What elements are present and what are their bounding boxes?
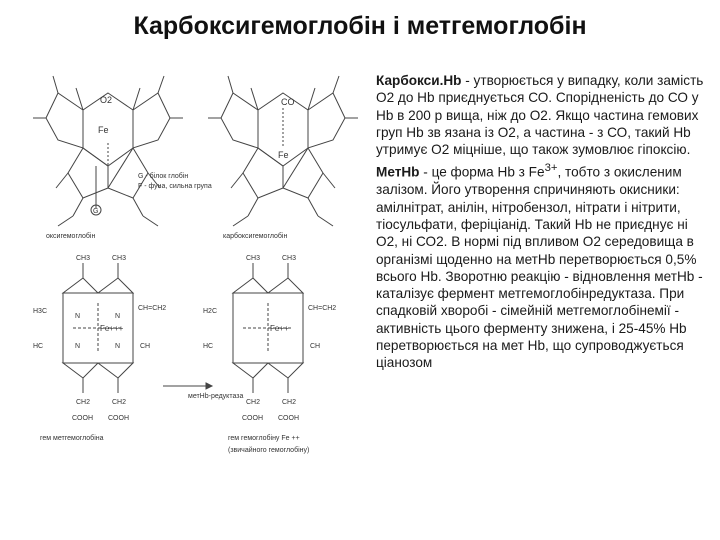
methemoglobin-caption: гем метгемоглобіна (40, 435, 104, 442)
fe-label-co: Fe (278, 150, 289, 160)
legend-group: F - фуна, сильна група (138, 183, 212, 190)
paragraph-methemoglobin (376, 160, 706, 371)
carboxyhemoglobin-caption: карбоксигемоглобін (223, 233, 288, 240)
text-methemoglobin-b: , тобто з окисленим залізом. Його утворення спричиняють окисники: амілнітрат, анілін, нітробензол, нітрати і нітрити, тіосульфати, феріціанід. Такий Hb не приєднує ні О2, ні СО2. В нормі під впливом О2 середовища в організмі щоденно на метHb перетворюється 0,5% всього Hb. Зворотню реакцію - відновлення метHb - каталізує фермент метгемоглобінредуктаза. При спадковій хворобі - сімейній метгемоглобінемії - активність цього ферменту знижена, і 25-45% Hb перетворюється на мет Hb, що супроводжується ціанозом (376, 165, 703, 371)
fe2-label: Fe++ (270, 324, 289, 333)
h2c-label: H2C (203, 308, 218, 315)
vinyl-label-2: CH=CH2 (308, 305, 337, 312)
ch-label-2: CH (310, 343, 321, 350)
hc-label-2: HC (203, 343, 214, 350)
normal-heme-structure (233, 263, 303, 393)
ch2-label-1: CH2 (76, 399, 91, 406)
fe3-label: Fe+++ (100, 324, 124, 333)
fe-label-oxy: Fe (98, 125, 109, 135)
term-methemoglobin: МетHb (376, 165, 420, 181)
ch3-label-4: CH3 (282, 255, 297, 262)
text-carboxyhemoglobin: - утворюється у випадку, коли замість О2 до Hb приєднується СО. Спорідненість до СО у Hb в 200 р вища, ніж до О2. Якщо частина гемових груп Hb зв язана із О2, а частина - з СО, такий Hb утримує О2 міцніше, що також зумовлює гіпоксію. (376, 73, 704, 158)
oxygen-label: O2 (100, 95, 113, 105)
reduction-arrow (163, 383, 212, 389)
cooh-label-3: COOH (242, 415, 263, 422)
cooh-label-1: COOH (72, 415, 93, 422)
ch3-label-2: CH3 (112, 255, 127, 262)
ch3-label-3: CH3 (246, 255, 261, 262)
reductase-label: метHb-редуктаза (188, 393, 244, 400)
hemoglobin-structures-figure (28, 48, 368, 458)
body-text (376, 72, 706, 374)
h3c-label-1: H3C (33, 308, 48, 315)
normal-heme-caption: гем гемоглобіну Fe ++ (228, 435, 300, 442)
ch2-label-3: CH2 (246, 399, 261, 406)
ch-label-1: CH (140, 343, 151, 350)
hc-label-1: HC (33, 343, 44, 350)
g-label-oxy: G (93, 208, 99, 215)
text-methemoglobin-a: - це форма Hb з Fe (419, 165, 545, 181)
oxyhemoglobin-caption: оксигемоглобін (46, 233, 96, 240)
fe-superscript: 3+ (544, 162, 558, 175)
vinyl-label-1: CH=CH2 (138, 305, 167, 312)
n-label-3: N (75, 343, 81, 350)
co-label: CO (281, 97, 295, 107)
cooh-label-4: COOH (278, 415, 299, 422)
normal-heme-subcaption: (звичайного гемоглобіну) (228, 447, 310, 454)
n-label-1: N (75, 313, 81, 320)
page-title: Карбоксигемоглобін і метгемоглобін (133, 12, 587, 40)
paragraph-carboxyhemoglobin (376, 72, 706, 158)
n-label-2: N (115, 313, 121, 320)
cooh-label-2: COOH (108, 415, 129, 422)
term-carboxyhemoglobin: Карбокси.Hb (376, 73, 462, 88)
ch2-label-2: CH2 (112, 399, 127, 406)
ch3-label-1: CH3 (76, 255, 91, 262)
ch2-label-4: CH2 (282, 399, 297, 406)
n-label-4: N (115, 343, 121, 350)
legend-globin: G - білок глобін (138, 173, 189, 180)
